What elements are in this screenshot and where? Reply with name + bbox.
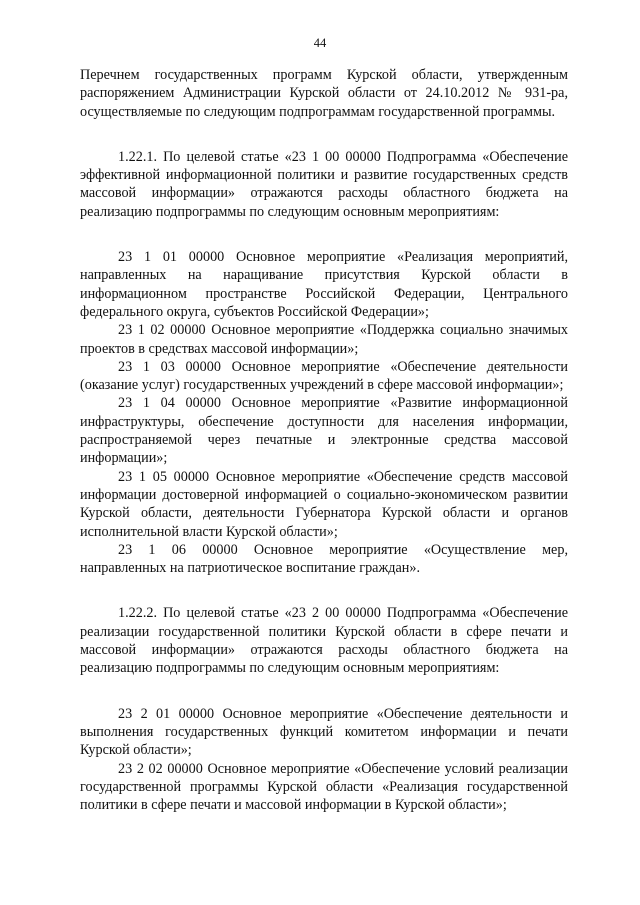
spacer [80, 221, 568, 248]
paragraph-measure-23-1-04: 23 1 04 00000 Основное мероприятие «Развитие информационной инфраструктуры, обеспечение доступности для населения информации, распространяемой через печатные и электронные средства массовой информации»; [80, 395, 568, 467]
paragraph-section-1-22-1: 1.22.1. По целевой статье «23 1 00 00000 Подпрограмма «Обеспечение эффективной информационной политики и развитие государственных средств массовой информации» отражаются расходы областного бюджета на реализацию подпрограммы по следующим основным мероприятиям: [80, 148, 568, 220]
spacer [80, 678, 568, 705]
paragraph-measure-23-1-03: 23 1 03 00000 Основное мероприятие «Обеспечение деятельности (оказание услуг) государственных учреждений в сфере массовой информации»; [80, 358, 568, 394]
paragraph-intro: Перечнем государственных программ Курской области, утвержденным распоряжением Администрации Курской области от 24.10.2012 № 931-ра, осуществляемые по следующим подпрограммам государственной программы. [80, 67, 568, 120]
document-body [80, 66, 568, 814]
paragraph-measure-23-1-02: 23 1 02 00000 Основное мероприятие «Поддержка социально значимых проектов в средствах массовой информации»; [80, 322, 568, 357]
paragraph-measure-23-2-01: 23 2 01 00000 Основное мероприятие «Обеспечение деятельности и выполнения государственных функций комитетом информации и печати Курской области»; [80, 705, 568, 759]
paragraph-section-1-22-2: 1.22.2. По целевой статье «23 2 00 00000 Подпрограмма «Обеспечение реализации государственной политики Курской области в сфере печати и массовой информации» отражаются расходы областного бюджета на реализацию подпрограммы по следующим основным мероприятиям: [80, 605, 568, 677]
spacer [80, 121, 568, 148]
paragraph-measure-23-1-05: 23 1 05 00000 Основное мероприятие «Обеспечение средств массовой информации достоверной информацией о социально-экономическом развитии Курской области, деятельности Губернатора Курской области и органов исполнительной власти Курской области»; [80, 468, 568, 540]
paragraph-measure-23-1-01: 23 1 01 00000 Основное мероприятие «Реализация мероприятий, направленных на наращивание присутствия Курской области в информационном пространстве Российской Федерации, Центрального федерального округа, субъектов Российской Федерации»; [80, 249, 568, 320]
paragraph-measure-23-1-06: 23 1 06 00000 Основное мероприятие «Осуществление мер, направленных на патриотическое воспитание граждан». [80, 541, 568, 577]
spacer [80, 577, 568, 604]
page-number: 44 [313, 36, 327, 50]
paragraph-measure-23-2-02: 23 2 02 00000 Основное мероприятие «Обеспечение условий реализации государственной программы Курской области «Реализация государственной политики в сфере печати и массовой информации в Курской области»; [80, 760, 568, 814]
